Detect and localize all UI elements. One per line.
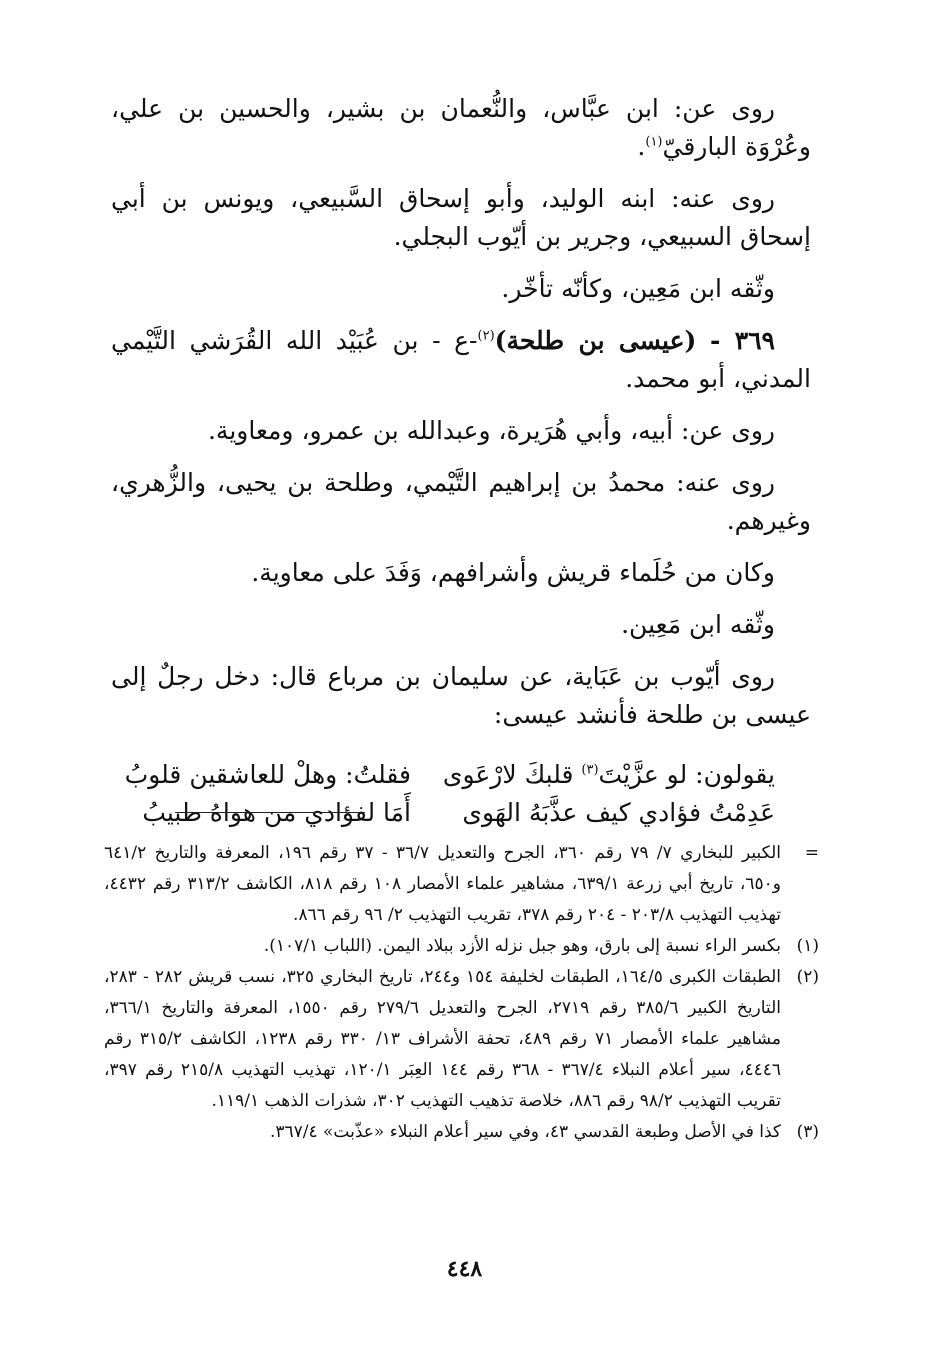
footnote-ref-2: (٢) xyxy=(477,328,495,344)
footnotes xyxy=(104,838,819,1148)
page-number: ٤٤٨ xyxy=(446,1256,483,1282)
entry-368-rawa-an-text: روى عن: ابن عبَّاس، والنُّعمان بن بشير، والحسين بن علي، وعُرْوَة البارقيّ xyxy=(111,94,811,161)
footnote-3 xyxy=(104,1117,819,1148)
entry-369-name: (عيسى بن طلحة) xyxy=(494,326,697,355)
entry-369-tawthiq: وثّقه ابن مَعِين. xyxy=(621,610,775,639)
entry-369-heading xyxy=(111,322,811,398)
entry-368-rawa-an-end: . xyxy=(637,132,646,161)
poem-verse-2-second: أَمَا لفؤادي من هواهُ طبيبُ xyxy=(142,798,411,827)
poem-verse-1-second: فقلتُ: وهلْ للعاشقين قلوبُ xyxy=(124,760,411,789)
entry-368-rawa-anhu: روى عنه: ابنه الوليد، وأبو إسحاق السَّبيعي، ويونس بن أبي إسحاق السبيعي، وجرير بن أيّوب البجلي. xyxy=(111,184,811,251)
footnote-ref-3: (٣) xyxy=(581,762,599,778)
poem-verse-2 xyxy=(111,794,811,832)
footnote-3-text: كذا في الأصل وطبعة القدسي ٤٣، وفي سير أعلام النبلاء «عذّبت» ٣٦٧/٤. xyxy=(269,1122,781,1142)
footnote-1 xyxy=(104,931,819,962)
poem-verse-1-first-end: قلبكَ لارْعَوى xyxy=(442,760,582,789)
footnote-2-mark: (٢) xyxy=(796,967,819,987)
footnote-continuation xyxy=(104,838,819,931)
footnote-3-mark: (٣) xyxy=(796,1122,819,1142)
footnote-2-text: الطبقات الكبرى ١٦٤/٥، الطبقات لخليفة ١٥٤ و٢٤٤، تاريخ البخاري ٣٢٥، نسب قريش ٢٨٢ - ٢٨٣، التاريخ الكبير ٣٨٥/٦ رقم ٢٧١٩، الجرح والتعديل ٢٧٩/٦ رقم ١٥٥٠، المعرفة والتاريخ ٣٦٦/١، مشاهير علماء الأمصار ٧١ رقم ٤٨٩، تحفة الأشراف ١٣/ ٣٣٠ رقم ١٢٣٨، الكاشف ٣١٥/٢ رقم ٤٤٤٦، سير أعلام النبلاء ٣٦٧/٤ - ٣٦٨ رقم ١٤٤ العِبَر ١٢٠/١، تهذيب التهذيب ٢١٥/٨ رقم ٣٩٧، تقريب التهذيب ٩٨/٢ رقم ٨٨٦، خلاصة تذهيب التهذيب ٣٠٢، شذرات الذهب ١١٩/١. xyxy=(104,967,781,1111)
footnote-ref-1: (١) xyxy=(645,134,663,150)
entry-368-tawthiq: وثّقه ابن مَعِين، وكأنّه تأخّر. xyxy=(501,274,775,303)
entry-369-rest: -ع - بن عُبَيْد الله القُرَشي التَّيْمي المدني، أبو محمد. xyxy=(111,326,811,393)
footnote-separator xyxy=(175,812,365,813)
footnote-continuation-text: الكبير للبخاري ٧/ ٧٩ رقم ٣٦٠، الجرح والتعديل ٣٦/٧ - ٣٧ رقم ١٩٦، المعرفة والتاريخ ٦٤١/٢ و٦٥٠، تاريخ أبي زرعة ٦٣٩/١، مشاهير علماء الأمصار ١٠٨ رقم ٨١٨، الكاشف ٣١٣/٢ رقم ٤٤٣٢، تهذيب التهذيب ٢٠٣/٨ - ٢٠٤ رقم ٣٧٨، تقريب التهذيب ٢/ ٩٦ رقم ٨٦٦. xyxy=(104,843,781,925)
entry-369-rawa-an: روى عن: أبيه، وأبي هُرَيرة، وعبدالله بن عمرو، ومعاوية. xyxy=(207,416,775,445)
footnote-2 xyxy=(104,962,819,1117)
entry-369-rawa-anhu: روى عنه: محمدُ بن إبراهيم التَّيْمي، وطلحة بن يحيى، والزُّهري، وغيرهم. xyxy=(111,468,811,535)
footnote-1-mark: (١) xyxy=(796,936,819,956)
main-text xyxy=(111,90,811,832)
footnote-1-text: بكسر الراء نسبة إلى بارق، وهو جبل نزله الأزد ببلاد اليمن. (اللباب ١٠٧/١). xyxy=(263,936,781,956)
entry-369-number: ٣٦٩ - xyxy=(709,326,775,355)
entry-369-story: روى أيّوب بن عَبَاية، عن سليمان بن مرباع قال: دخل رجلٌ إلى عيسى بن طلحة فأنشد عيسى: xyxy=(111,662,811,729)
poem xyxy=(111,756,811,832)
poem-verse-1-first-text: يقولون: لو عزَّيْتَ xyxy=(598,760,775,789)
footnote-continuation-mark: = xyxy=(804,843,819,863)
entry-368-rawa-an xyxy=(111,90,811,166)
entry-369-hulama: وكان من حُلَماء قريش وأشرافهم، وَفَدَ على معاوية. xyxy=(251,558,775,587)
poem-verse-1-first xyxy=(442,756,775,794)
poem-verse-2-first: عَدِمْتُ فؤادي كيف عذَّبَهُ الهَوى xyxy=(462,798,775,827)
poem-verse-1 xyxy=(111,756,811,794)
